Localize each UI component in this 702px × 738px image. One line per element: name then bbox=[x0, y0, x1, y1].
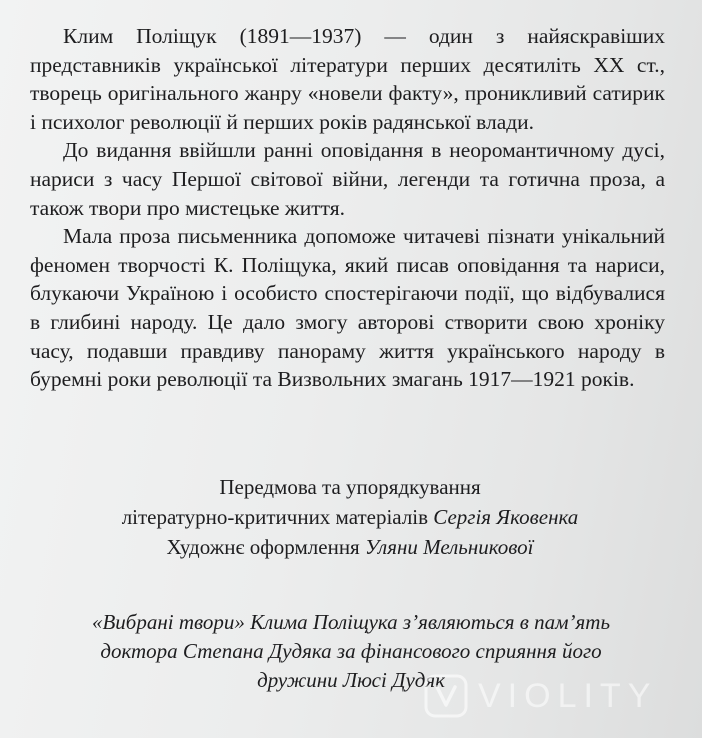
violity-watermark bbox=[424, 672, 702, 720]
credits-line-materials bbox=[0, 502, 700, 532]
credits-line-editor: Передмова та упорядкування bbox=[219, 475, 481, 499]
credits-design-label: Художнє оформлення bbox=[166, 535, 365, 559]
credits-line-design bbox=[0, 532, 700, 562]
credits-designer-name: Уляни Мельникової bbox=[364, 535, 534, 559]
watermark-text: VIOLITY bbox=[478, 677, 658, 715]
dedication-line-2: доктора Степана Дудяка за фінансового сприяння його bbox=[100, 639, 602, 663]
credits-block bbox=[0, 472, 700, 562]
annotation-text bbox=[30, 22, 665, 394]
violity-logo-icon bbox=[424, 674, 468, 718]
credits-materials-label: літературно-критичних матеріалів bbox=[121, 505, 434, 529]
annotation-paragraph-1: Клим Поліщук (1891—1937) — один з найяскравіших представників української літератури перших десятиліть XX ст., творець оригінального жанру «новели факту», проникливий сатирик і психолог революції й перших років радянської влади. bbox=[30, 24, 665, 134]
annotation-paragraph-2: До видання ввійшли ранні оповідання в неоромантичному дусі, нариси з часу Першої світової війни, легенди та готична проза, а також твори про мистецьке життя. bbox=[30, 138, 665, 220]
dedication-line-1: «Вибрані твори» Клима Поліщука з’являються в пам’ять bbox=[91, 610, 611, 634]
annotation-paragraph-3: Мала проза письменника допоможе читачеві пізнати унікальний феномен творчості К. Поліщука, який писав оповідання та нариси, блукаючи Україною і особисто спостерігаючи події, що відбувалися в глибині народу. Це дало змогу авторові створити свою хроніку часу, подавши правдиву панораму життя українського народу в буремні роки революції та Визвольних змагань 1917—1921 років. bbox=[30, 224, 665, 392]
credits-editor-name: Сергія Яковенка bbox=[433, 505, 579, 529]
dedication-line-3: дружини Люсі Дудяк bbox=[257, 668, 445, 692]
